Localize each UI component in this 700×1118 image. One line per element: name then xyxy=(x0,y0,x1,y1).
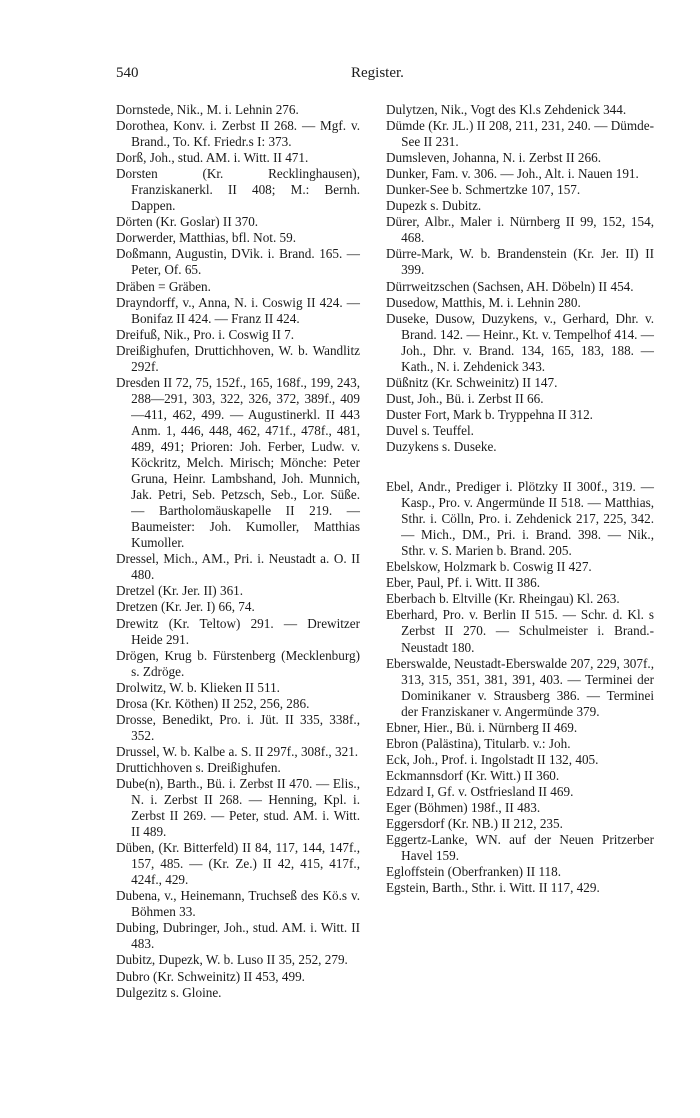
index-entry: Dorsten (Kr. Recklinghausen), Franziskanerkl. II 408; M.: Bernh. Dappen. xyxy=(116,166,360,214)
index-entry: Drosa (Kr. Köthen) II 252, 256, 286. xyxy=(116,695,310,711)
index-column-left xyxy=(116,102,360,1001)
index-entry: Duseke, Dusow, Duzykens, v., Gerhard, Dhr. v. Brand. 142. — Heinr., Kt. v. Tempelhof 414. — Joh., Dhr. v. Brand. 134, 165, 183, 188. — Kath., N. i. Zehdenick 343. xyxy=(386,310,654,374)
index-entry: Dräben = Gräben. xyxy=(116,278,211,294)
index-entry: Ebner, Hier., Bü. i. Nürnberg II 469. xyxy=(386,719,578,735)
index-entry: Dusedow, Matthis, M. i. Lehnin 280. xyxy=(386,294,581,310)
index-entry: Dube(n), Barth., Bü. i. Zerbst II 470. — Elis., N. i. Zerbst II 268. — Henning, Kpl. i. Zerbst II 269. — Peter, stud. AM. i. Witt. II 489. xyxy=(116,775,360,840)
index-entry: Dubena, v., Heinemann, Truchseß des Kö.s v. Böhmen 33. xyxy=(116,888,360,920)
index-entry: Eck, Joh., Prof. i. Ingolstadt II 132, 405. xyxy=(386,751,599,767)
index-entry: Dorß, Joh., stud. AM. i. Witt. II 471. xyxy=(116,150,309,166)
index-entry: Dürre-Mark, W. b. Brandenstein (Kr. Jer. II) II 399. xyxy=(386,246,654,278)
index-entry: Dürrweitzschen (Sachsen, AH. Döbeln) II 454. xyxy=(386,278,634,294)
index-entry: Dreifuß, Nik., Pro. i. Coswig II 7. xyxy=(116,326,295,342)
index-entry: Duvel s. Teuffel. xyxy=(386,422,474,438)
page-number: 540 xyxy=(116,65,139,81)
index-entry: Dretzen (Kr. Jer. I) 66, 74. xyxy=(116,599,255,615)
index-entry: Dörten (Kr. Goslar) II 370. xyxy=(116,214,259,230)
index-entry: Dubro (Kr. Schweinitz) II 453, 499. xyxy=(116,968,305,984)
index-entry: Drosse, Benedikt, Pro. i. Jüt. II 335, 338f., 352. xyxy=(116,711,360,743)
index-entry: Dorothea, Konv. i. Zerbst II 268. — Mgf. v. Brand., To. Kf. Friedr.s I: 373. xyxy=(116,118,360,150)
index-entry: Eber, Paul, Pf. i. Witt. II 386. xyxy=(386,575,540,591)
index-entry: Dretzel (Kr. Jer. II) 361. xyxy=(116,583,244,599)
index-entry: Dubing, Dubringer, Joh., stud. AM. i. Witt. II 483. xyxy=(116,920,360,952)
index-entry: Dreißighufen, Druttichhoven, W. b. Wandlitz 292f. xyxy=(116,342,360,374)
index-entry: Eberhard, Pro. v. Berlin II 515. — Schr. d. Kl. s Zerbst II 270. — Schulmeister i. Brand.-Neustadt 180. xyxy=(386,607,654,655)
index-entry: Dubitz, Dupezk, W. b. Luso II 35, 252, 279. xyxy=(116,952,348,968)
index-entry: Edzard I, Gf. v. Ostfriesland II 469. xyxy=(386,783,574,799)
index-entry: Duster Fort, Mark b. Tryppehna II 312. xyxy=(386,406,593,422)
index-entry: Dumsleven, Johanna, N. i. Zerbst II 266. xyxy=(386,150,601,166)
index-entry: Dulytzen, Nik., Vogt des Kl.s Zehdenick 344. xyxy=(386,102,627,117)
index-entry: Druttichhoven s. Dreißighufen. xyxy=(116,759,281,775)
index-entry: Dümde (Kr. JL.) II 208, 211, 231, 240. — Dümde-See II 231. xyxy=(386,118,654,150)
index-entry: Drewitz (Kr. Teltow) 291. — Drewitzer Heide 291. xyxy=(116,615,360,647)
index-entry: Eger (Böhmen) 198f., II 483. xyxy=(386,799,541,815)
index-entry: Egstein, Barth., Sthr. i. Witt. II 117, 429. xyxy=(386,880,600,896)
running-title: Register. xyxy=(351,65,404,81)
index-entry: Drögen, Krug b. Fürstenberg (Mecklenburg) s. Zdröge. xyxy=(116,647,360,679)
index-entry: Dupezk s. Dubitz. xyxy=(386,198,482,214)
index-entry: Dürer, Albr., Maler i. Nürnberg II 99, 152, 154, 468. xyxy=(386,214,654,246)
index-entry: Eggertz-Lanke, WN. auf der Neuen Pritzerber Havel 159. xyxy=(386,832,654,864)
index-entry: Ebron (Palästina), Titularb. v.: Joh. xyxy=(386,735,571,751)
index-entry: Drussel, W. b. Kalbe a. S. II 297f., 308f., 321. xyxy=(116,743,359,759)
index-entry: Dressel, Mich., AM., Pri. i. Neustadt a. O. II 480. xyxy=(116,551,360,583)
index-entry: Ebel, Andr., Prediger i. Plötzky II 300f., 319. — Kasp., Pro. v. Angermünde II 518. — Matthias, Sthr. i. Cölln, Pro. i. Zehdenick 217, 225, 342. — Mich., DM., Pri. i. Brand. 398. — Nik., Sthr. v. S. Marien b. Brand. 205. xyxy=(386,479,654,559)
index-entry: Eckmannsdorf (Kr. Witt.) II 360. xyxy=(386,767,560,783)
index-entry: Drolwitz, W. b. Klieken II 511. xyxy=(116,679,280,695)
index-entry: Dresden II 72, 75, 152f., 165, 168f., 199, 243, 288—291, 303, 322, 326, 372, 389f., 409—411, 462, 499. — Augustinerkl. II 443 Anm. 1, 446, 448, 462, 471f., 478f., 481, 489, 491; Prioren: Joh. Ferber, Ludw. v. Köckritz, Melch. Mirisch; Mönche: Peter Gruna, Heinr. Lambshand, Joh. Munnich, Jak. Petri, Seb. Petzsch, Seb., Lor. Süße. — Bartholomäuskapelle II 219. — Baumeister: Joh. Kumoller, Matthias Kumoller. xyxy=(116,374,360,551)
index-entry: Duzykens s. Duseke. xyxy=(386,438,497,454)
index-entry: Düßnitz (Kr. Schweinitz) II 147. xyxy=(386,374,558,390)
index-entry: Düben, (Kr. Bitterfeld) II 84, 117, 144, 147f., 157, 485. — (Kr. Ze.) II 42, 415, 417f., 424f., 429. xyxy=(116,840,360,888)
index-entry: Doßmann, Augustin, DVik. i. Brand. 165. — Peter, Of. 65. xyxy=(116,246,360,278)
index-column-right xyxy=(386,102,654,896)
index-entry: Drayndorff, v., Anna, N. i. Coswig II 424. — Bonifaz II 424. — Franz II 424. xyxy=(116,294,360,326)
index-entry: Dorwerder, Matthias, bfl. Not. 59. xyxy=(116,230,297,246)
index-entry: Egloffstein (Oberfranken) II 118. xyxy=(386,864,562,880)
index-entry: Dulgezitz s. Gloine. xyxy=(116,984,222,1000)
index-entry: Dunker-See b. Schmertzke 107, 157. xyxy=(386,182,581,198)
index-entry: Dornstede, Nik., M. i. Lehnin 276. xyxy=(116,102,299,117)
index-entry: Eggersdorf (Kr. NB.) II 212, 235. xyxy=(386,816,563,832)
index-entry: Eberswalde, Neustadt-Eberswalde 207, 229, 307f., 313, 315, 351, 381, 391, 403. — Terminei der Dominikaner v. Strausberg 386. — Terminei der Franziskaner v. Angermünde 379. xyxy=(386,655,654,719)
index-entry: Eberbach b. Eltville (Kr. Rheingau) Kl. 263. xyxy=(386,591,620,607)
index-entry: Dust, Joh., Bü. i. Zerbst II 66. xyxy=(386,390,544,406)
index-entry: Dunker, Fam. v. 306. — Joh., Alt. i. Nauen 191. xyxy=(386,166,639,182)
index-entry: Ebelskow, Holzmark b. Coswig II 427. xyxy=(386,559,592,575)
